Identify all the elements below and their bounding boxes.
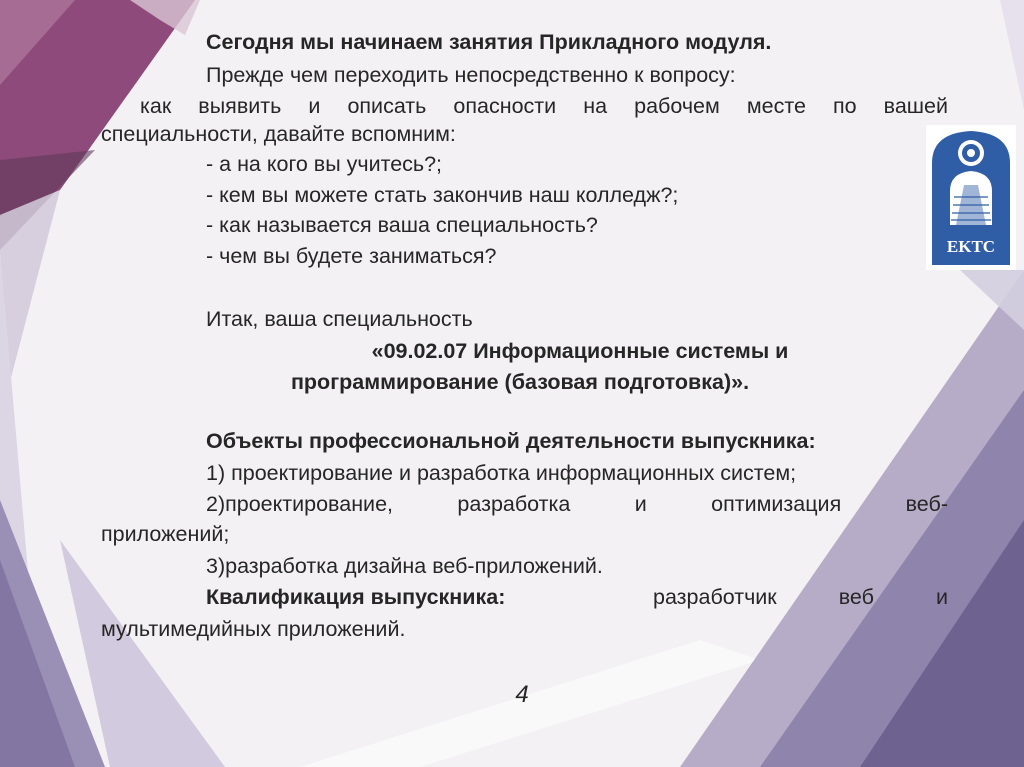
question-item: - кем вы можете стать закончив наш колледж?; xyxy=(206,183,679,207)
qualification-value-word: веб xyxy=(838,585,874,609)
intro-line-2b: специальности, давайте вспомним: xyxy=(101,122,456,146)
specialty-title-line2: программирование (базовая подготовка)». xyxy=(290,370,750,394)
qualification-line xyxy=(206,584,948,611)
intro-line-2a: как выявить и описать опасности на рабочем месте по вашей xyxy=(140,94,948,118)
question-item: - чем вы будете заниматься? xyxy=(206,244,497,268)
college-logo xyxy=(926,125,1016,270)
question-item: - как называется ваша специальность? xyxy=(206,213,598,237)
specialty-title-line1: «09.02.07 Информационные системы и xyxy=(371,339,789,363)
objects-item-2b: приложений; xyxy=(101,522,230,546)
page-number: 4 xyxy=(515,681,529,708)
objects-heading: Объекты профессиональной деятельности выпускника: xyxy=(206,429,816,453)
objects-item-2a: 2)проектирование, разработка и оптимизация веб- xyxy=(206,492,948,516)
qualification-value-word: и xyxy=(935,585,948,609)
objects-item-1: 1) проектирование и разработка информационных систем; xyxy=(206,461,797,485)
qualification-line-2: мультимедийных приложений. xyxy=(101,617,406,641)
question-item: - а на кого вы учитесь?; xyxy=(206,152,443,176)
qualification-value-word: разработчик xyxy=(653,585,777,609)
heading-line: Сегодня мы начинаем занятия Прикладного модуля. xyxy=(206,30,772,54)
qualification-label: Квалификация выпускника: xyxy=(206,585,506,609)
qualification-value xyxy=(653,584,948,611)
intro-line-1: Прежде чем переходить непосредственно к вопросу: xyxy=(206,63,736,87)
specialty-intro: Итак, ваша специальность xyxy=(206,307,473,331)
objects-item-3: 3)разработка дизайна веб-приложений. xyxy=(206,554,603,578)
svg-text:EKTC: EKTC xyxy=(946,237,996,256)
